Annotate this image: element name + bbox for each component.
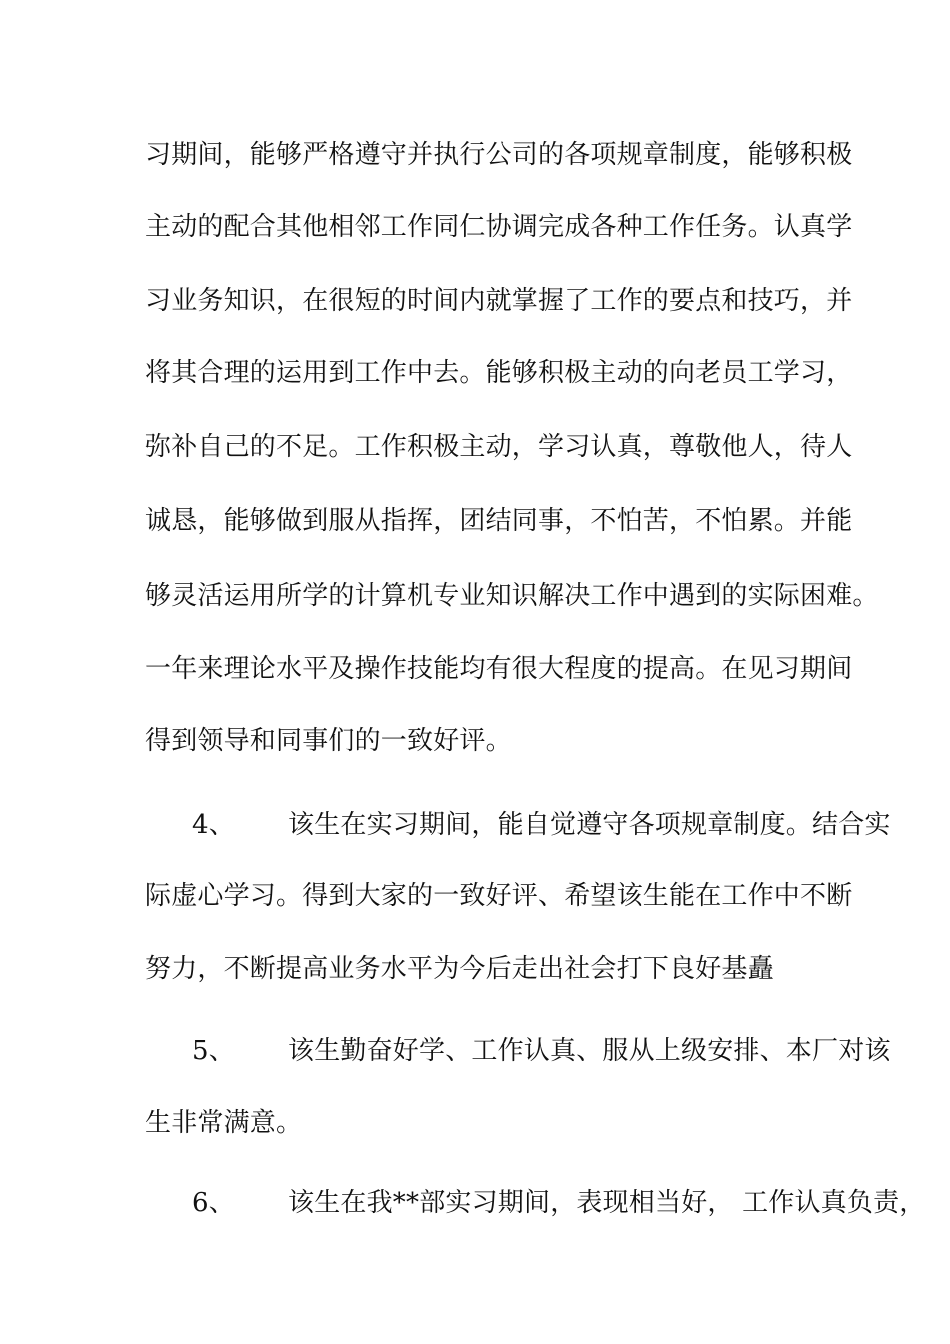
item-5-number: 5、 (192, 1036, 235, 1066)
paragraph-line: 将其合理的运用到工作中去。能够积极主动的向老员工学习， (145, 358, 853, 388)
paragraph-line: 诚恳，能够做到服从指挥，团结同事，不怕苦，不怕累。并能 (145, 506, 853, 536)
item-4-text: 该生在实习期间，能自觉遵守各项规章制度。结合实 (288, 810, 891, 840)
paragraph-line: 一年来理论水平及操作技能均有很大程度的提高。在见习期间 (145, 654, 853, 684)
paragraph-line: 主动的配合其他相邻工作同仁协调完成各种工作任务。认真学 (145, 212, 853, 242)
item-6-number: 6、 (192, 1188, 235, 1218)
paragraph-line: 得到领导和同事们的一致好评。 (145, 726, 512, 756)
paragraph-line: 习期间，能够严格遵守并执行公司的各项规章制度，能够积极 (145, 140, 853, 170)
item-6-first-line (192, 1187, 925, 1219)
paragraph-line: 习业务知识，在很短的时间内就掌握了工作的要点和技巧，并 (145, 286, 853, 316)
item-4-number: 4、 (192, 810, 235, 840)
item-5-line-2: 生非常满意。 (145, 1108, 303, 1138)
item-4-line-2: 际虚心学习。得到大家的一致好评、希望该生能在工作中不断 (145, 881, 853, 911)
item-5-first-line (192, 1035, 891, 1067)
paragraph-line: 弥补自己的不足。工作积极主动，学习认真，尊敬他人，待人 (145, 432, 853, 462)
paragraph-line: 够灵活运用所学的计算机专业知识解决工作中遇到的实际困难。 (145, 581, 879, 611)
item-5-text: 该生勤奋好学、工作认真、服从上级安排、本厂对该 (288, 1036, 891, 1066)
item-4-first-line (192, 809, 891, 841)
item-6-text: 该生在我**部实习期间，表现相当好， 工作认真负责， (288, 1188, 926, 1218)
item-4-line-3: 努力，不断提高业务水平为今后走出社会打下良好基矗 (145, 954, 774, 984)
